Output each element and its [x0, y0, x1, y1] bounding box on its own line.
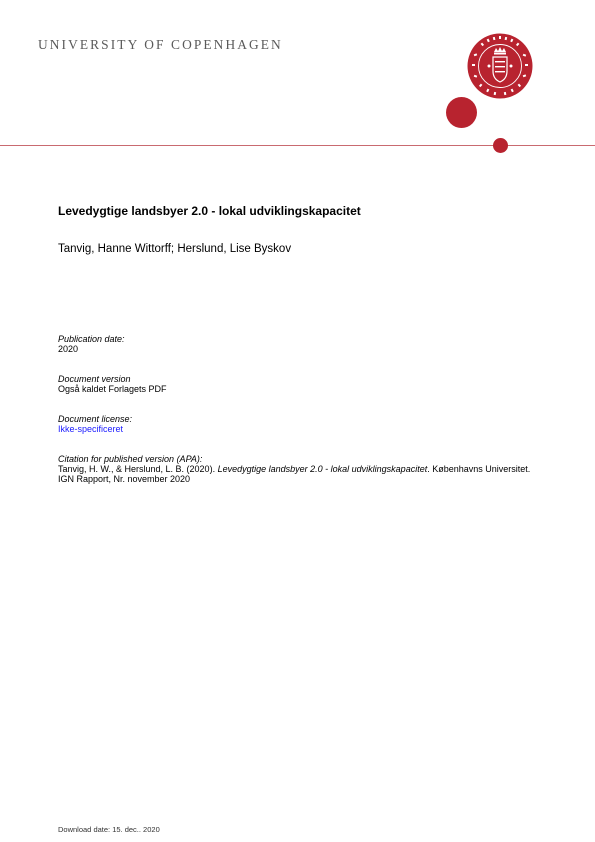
download-date: Download date: 15. dec.. 2020 — [58, 825, 160, 834]
citation-title: Levedygtige landsbyer 2.0 - lokal udviklingskapacitet — [217, 464, 428, 474]
citation-block — [58, 454, 548, 484]
document-license-block — [58, 414, 132, 434]
decorative-large-dot — [446, 97, 477, 128]
citation-label: Citation for published version (APA): — [58, 454, 203, 464]
document-version-block — [58, 374, 167, 394]
citation-text — [58, 464, 548, 484]
document-authors: Tanvig, Hanne Wittorff; Herslund, Lise Byskov — [58, 243, 292, 255]
citation-suffix: . Københavns Universitet. IGN Rapport, Nr. november 2020 — [58, 464, 531, 484]
publication-date-block — [58, 334, 125, 354]
university-name: UNIVERSITY OF COPENHAGEN — [38, 37, 283, 52]
decorative-small-dot — [493, 138, 508, 153]
document-license-label: Document license: — [58, 414, 133, 424]
citation-prefix: Tanvig, H. W., & Herslund, L. B. (2020). — [58, 464, 218, 474]
university-seal-icon — [467, 33, 533, 99]
document-version-label: Document version — [58, 374, 131, 384]
document-license-link[interactable]: Ikke-specificeret — [58, 424, 124, 434]
publication-date-label: Publication date: — [58, 334, 125, 344]
document-title: Levedygtige landsbyer 2.0 - lokal udviklingskapacitet — [58, 204, 361, 218]
publication-date-value: 2020 — [58, 344, 79, 354]
document-version-value: Også kaldet Forlagets PDF — [58, 384, 167, 394]
